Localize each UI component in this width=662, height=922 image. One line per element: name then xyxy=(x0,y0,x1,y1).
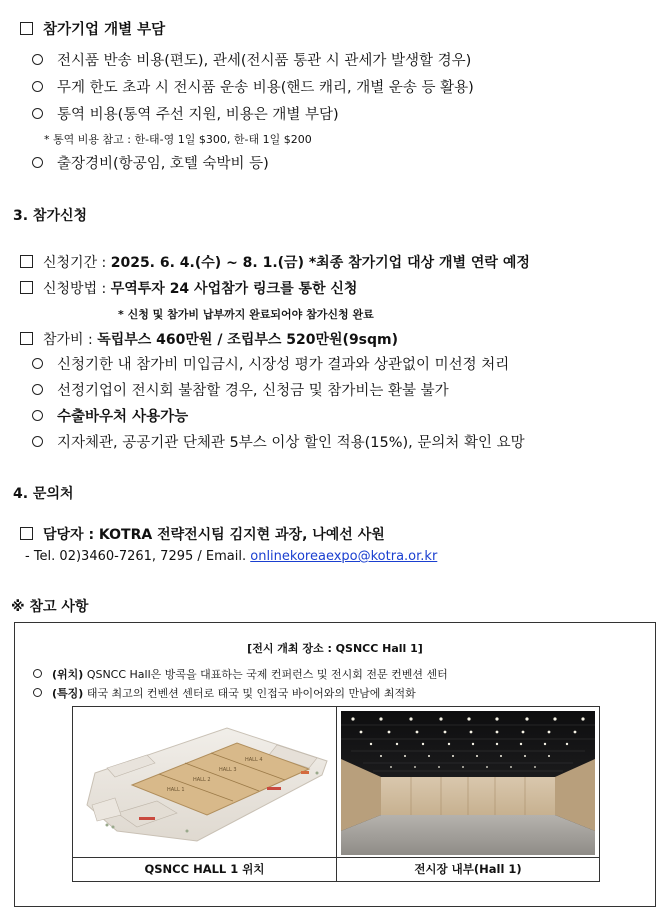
burden-item-2: 무게 한도 초과 시 전시품 운송 비용(핸드 캐리, 개별 운송 등 활용) xyxy=(32,76,474,97)
email-link[interactable]: onlinekoreaexpo@kotra.or.kr xyxy=(250,549,438,564)
burden-heading-row xyxy=(20,18,165,39)
period-row xyxy=(20,252,530,272)
method-label: 신청방법 : xyxy=(43,281,107,297)
square-bullet-icon xyxy=(20,255,33,268)
square-bullet-icon xyxy=(20,332,33,345)
fee-bullet-1: 신청기한 내 참가비 미입금시, 시장성 평가 결과와 상관없이 미선정 처리 xyxy=(32,353,509,374)
hall-label: HALL 4 xyxy=(245,757,263,763)
hall-interior-image xyxy=(341,711,595,855)
hall-label: HALL 2 xyxy=(193,777,211,783)
circle-bullet-icon xyxy=(32,436,43,447)
hall-label: HALL 3 xyxy=(219,767,237,773)
burden-item-3: 통역 비용(통역 주선 지원, 비용은 개별 부담) xyxy=(32,103,339,124)
fee-bullet-3: 수출바우처 사용가능 xyxy=(32,405,188,426)
square-bullet-icon xyxy=(20,22,33,35)
caption-left: QSNCC HALL 1 위치 xyxy=(144,862,265,876)
hall-label: HALL 1 xyxy=(167,787,185,793)
circle-bullet-icon xyxy=(33,669,42,678)
interpretation-note: * 통역 비용 참고 : 한-태-영 1일 $300, 한-태 1일 $200 xyxy=(44,133,312,146)
feature-text: 태국 최고의 컨벤션 센터로 태국 및 인접국 바이어와의 만남에 최적화 xyxy=(86,687,416,700)
square-bullet-icon xyxy=(20,527,33,540)
location-row xyxy=(33,666,448,682)
circle-bullet-icon xyxy=(33,688,42,697)
circle-bullet-icon xyxy=(32,384,43,395)
circle-bullet-icon xyxy=(32,81,43,92)
burden-heading: 참가기업 개별 부담 xyxy=(43,22,166,38)
tel-text: - Tel. 02)3460-7261, 7295 / Email. xyxy=(25,549,247,564)
floor-plan-image xyxy=(77,713,332,853)
location-text: QSNCC Hall은 방콕을 대표하는 국제 컨퍼런스 및 전시회 전문 컨벤션 센터 xyxy=(86,668,448,681)
fee-bullet-2: 선정기업이 전시회 불참할 경우, 신청금 및 참가비는 환불 불가 xyxy=(32,379,449,400)
contact-text: 담당자 : KOTRA 전략전시팀 김지현 과장, 나예선 사원 xyxy=(43,527,385,543)
location-label: (위치) xyxy=(52,668,84,681)
period-label: 신청기간 : xyxy=(43,255,107,271)
venue-title: [전시 개최 장소 : QSNCC Hall 1] xyxy=(247,642,423,655)
caption-divider xyxy=(73,857,599,858)
circle-bullet-icon xyxy=(32,358,43,369)
caption-right: 전시장 내부(Hall 1) xyxy=(414,862,522,876)
circle-bullet-icon xyxy=(32,108,43,119)
fee-label: 참가비 : xyxy=(43,332,93,348)
circle-bullet-icon xyxy=(32,410,43,421)
method-row xyxy=(20,278,357,298)
circle-bullet-icon xyxy=(32,54,43,65)
section3-title: 3. 참가신청 xyxy=(13,208,88,224)
circle-bullet-icon xyxy=(32,157,43,168)
burden-item-1: 전시품 반송 비용(편도), 관세(전시품 통관 시 관세가 발생할 경우) xyxy=(32,49,471,70)
burden-item-4: 출장경비(항공임, 호텔 숙박비 등) xyxy=(32,152,269,173)
fee-row xyxy=(20,329,398,349)
method-note: * 신청 및 참가비 납부까지 완료되어야 참가신청 완료 xyxy=(118,308,374,321)
period-value: 2025. 6. 4.(수) ~ 8. 1.(금) *최종 참가기업 대상 개별 연락 예정 xyxy=(110,255,530,271)
square-bullet-icon xyxy=(20,281,33,294)
feature-label: (특징) xyxy=(52,687,84,700)
section4-title: 4. 문의처 xyxy=(13,486,74,502)
venue-image-table xyxy=(72,706,600,882)
contact-row xyxy=(20,524,385,544)
table-divider xyxy=(336,707,337,881)
fee-value: 독립부스 460만원 / 조립부스 520만원(9sqm) xyxy=(97,332,399,348)
reference-title: ※ 참고 사항 xyxy=(11,599,89,615)
tel-row xyxy=(25,549,437,564)
fee-bullet-4: 지자체관, 공공기관 단체관 5부스 이상 할인 적용(15%), 문의처 확인 요망 xyxy=(32,431,525,452)
method-value: 무역투자 24 사업참가 링크를 통한 신청 xyxy=(110,281,358,297)
feature-row xyxy=(33,685,416,701)
